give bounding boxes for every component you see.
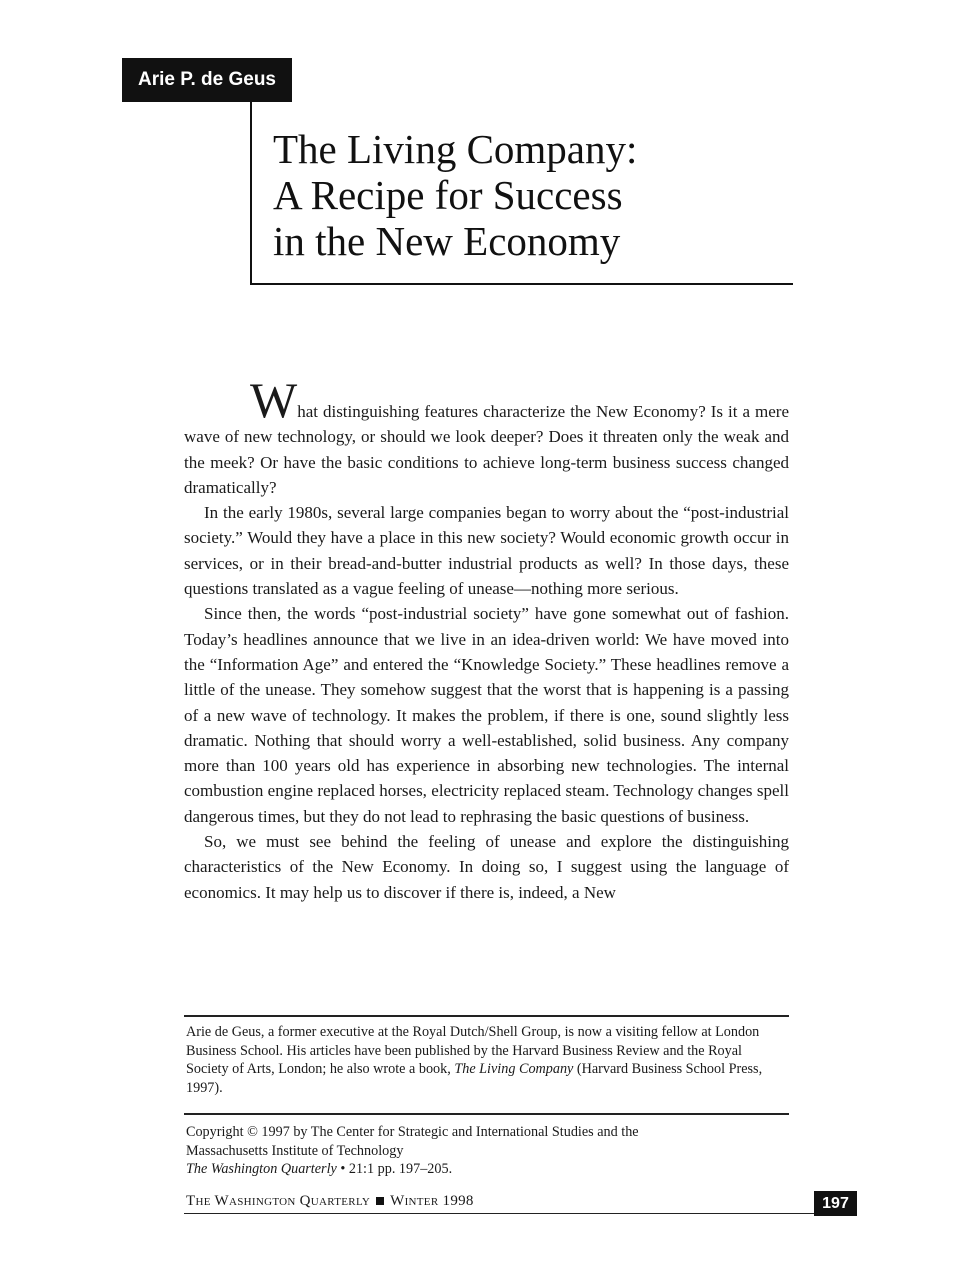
title-line-1: The Living Company: <box>273 126 638 172</box>
author-tab: Arie P. de Geus <box>122 58 292 102</box>
copyright-line-3 <box>186 1160 786 1179</box>
bio-divider <box>184 1015 789 1017</box>
citation-pages: • 21:1 pp. 197–205. <box>336 1161 453 1178</box>
copyright-notice <box>186 1123 786 1179</box>
citation-journal: The Washington Quarterly <box>186 1161 337 1178</box>
paragraph-1 <box>184 372 789 500</box>
paragraph-2: In the early 1980s, several large companies began to worry about the “post-industrial society.” Would they have a place in this new society? Would economic growth occur in services, or in their bread-and-butter industrial products as well? In those days, these questions translated as a vague feeling of unease—nothing more serious. <box>184 503 789 599</box>
paragraph-4: So, we must see behind the feeling of unease and explore the distinguishing characteristics of the New Economy. In doing so, I suggest using the language of economics. It may help us to discover if there is, indeed, a New <box>184 832 789 902</box>
bio-book-title: The Living Company <box>454 1061 574 1078</box>
title-line-2: A Recipe for Success <box>273 172 623 218</box>
copyright-divider <box>184 1113 789 1115</box>
footer-journal-name: The Washington Quarterly <box>186 1193 371 1209</box>
author-bio <box>186 1023 764 1097</box>
title-rule-horizontal <box>250 283 793 285</box>
drop-cap: W <box>250 372 298 428</box>
article-body <box>184 372 789 905</box>
running-footer <box>186 1193 474 1210</box>
paragraph-3: Since then, the words “post-industrial society” have gone somewhat out of fashion. Today’s headlines announce that we live in an idea-driven world: We have moved into the “Information Age” and entered the “Knowledge Society.” These headlines remove a little of the unease. They somehow suggest that the worst that is happening is a passing of a new wave of technology. It makes the problem, if there is one, sound slightly less dramatic. Nothing that should worry a well-established, solid business. Any company more than 100 years old has experience in absorbing new technologies. The internal combustion engine replaced horses, electricity replaced steam. Technology changes spell dangerous times, but they do not lead to rephrasing the basic questions of business. <box>184 604 789 826</box>
title-line-3: in the New Economy <box>273 218 621 264</box>
copyright-line-1: Copyright © 1997 by The Center for Strategic and International Studies and the <box>186 1124 639 1140</box>
page-number: 197 <box>814 1191 857 1216</box>
bio-text-end: (Harvard Business School Press, 1997). <box>186 1061 763 1096</box>
title-rule-vertical <box>250 102 252 285</box>
bio-text: Arie de Geus, a former executive at the Royal Dutch/Shell Group, is now a visiting fellow at London Business School. His articles have been published by the Harvard Business Review and the Royal Society of Arts, London; he also wrote a book, <box>186 1024 760 1078</box>
article-title <box>273 126 773 264</box>
copyright-line-2: Massachusetts Institute of Technology <box>186 1142 404 1159</box>
footer-issue: Winter 1998 <box>390 1193 474 1209</box>
footer-rule <box>184 1213 814 1214</box>
square-bullet-icon <box>376 1197 384 1205</box>
paragraph-1-text: hat distinguishing features characterize the New Economy? Is it a mere wave of new technology, or should we look deeper? Does it threaten only the weak and the meek? Or have the basic conditions to achieve long-term business success changed dramatically? <box>184 402 789 497</box>
